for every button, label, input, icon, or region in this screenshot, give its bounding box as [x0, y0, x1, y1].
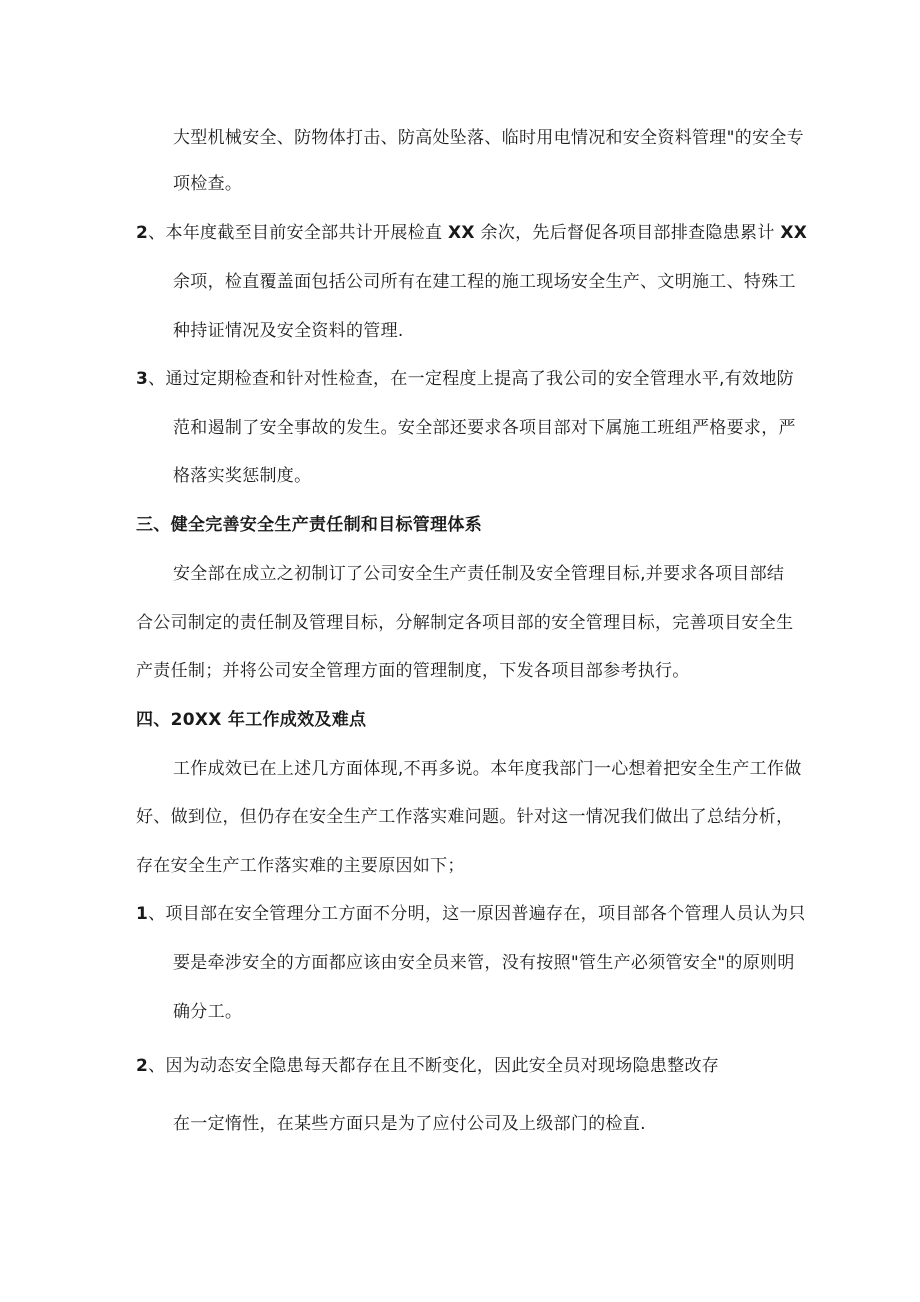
- body-text: 因为动态安全隐患每天都存在且不断变化，因此安全员对现场隐患整改存: [165, 1056, 720, 1076]
- heading-prefix: 四、: [136, 710, 171, 730]
- list-number: 2: [136, 1056, 149, 1076]
- body-line: 工作成效已在上述几方面体现,不再多说。本年度我部门一心想着把安全生产工作做: [173, 759, 802, 779]
- list-item: [136, 368, 794, 390]
- placeholder-xx: XX: [780, 223, 808, 243]
- body-line: 好、做到位，但仍存在安全生产工作落实难问题。针对这一情况我们做出了总结分析，: [136, 807, 794, 827]
- body-text: 本年度截至目前安全部共计开展检直: [165, 223, 443, 243]
- section-heading: [136, 709, 366, 731]
- heading-text: 年工作成效及难点: [221, 710, 367, 730]
- body-line: 项检查。: [173, 174, 243, 194]
- body-line: 在一定惰性，在某些方面只是为了应付公司及上级部门的检直.: [173, 1114, 646, 1134]
- body-line: 要是牵涉安全的方面都应该由安全员来管，没有按照"管生产必须管安全"的原则明: [173, 953, 795, 973]
- body-text: 通过定期检查和针对性检查，在一定程度上提高了我公司的安全管理水平,有效地防: [165, 369, 794, 389]
- body-line: 合公司制定的责任制及管理目标，分解制定各项目部的安全管理目标，完善项目安全生: [136, 613, 794, 633]
- body-line: 安全部在成立之初制订了公司安全生产责任制及安全管理目标,并要求各项目部结: [173, 564, 785, 584]
- body-line: 大型机械安全、防物体打击、防高处坠落、临时用电情况和安全资料管理"的安全专: [173, 128, 804, 148]
- body-text: 项目部在安全管理分工方面不分明，这一原因普遍存在，项目部各个管理人员认为只: [165, 904, 806, 924]
- placeholder-xx: XX: [447, 223, 475, 243]
- body-line: 产责任制；并将公司安全管理方面的管理制度，下发各项目部参考执行。: [136, 661, 690, 681]
- list-separator: 、: [148, 904, 166, 924]
- body-line: 余项，检直覆盖面包括公司所有在建工程的施工现场安全生产、文明施工、特殊工: [173, 272, 796, 292]
- list-separator: 、: [148, 1056, 166, 1076]
- body-line: 存在安全生产工作落实难的主要原因如下；: [136, 856, 465, 876]
- body-line: 确分工。: [173, 1002, 243, 1022]
- list-item: [136, 903, 806, 925]
- list-separator: 、: [148, 369, 166, 389]
- body-line: 格落实奖惩制度。: [173, 466, 312, 486]
- list-number: 3: [136, 369, 149, 389]
- list-number: 1: [136, 904, 149, 924]
- list-number: 2: [136, 223, 149, 243]
- body-line: 范和遏制了安全事故的发生。安全部还要求各项目部对下属施工班组严格要求，严: [173, 418, 796, 438]
- section-heading: 三、健全完善安全生产责任制和目标管理体系: [136, 515, 482, 535]
- heading-year: 20XX: [170, 710, 222, 730]
- body-line: 种持证情况及安全资料的管理.: [173, 321, 404, 341]
- body-text: 余次，先后督促各项目部排查隐患累计: [480, 223, 775, 243]
- list-item: [136, 222, 807, 244]
- list-separator: 、: [148, 223, 166, 243]
- list-item: [136, 1055, 719, 1077]
